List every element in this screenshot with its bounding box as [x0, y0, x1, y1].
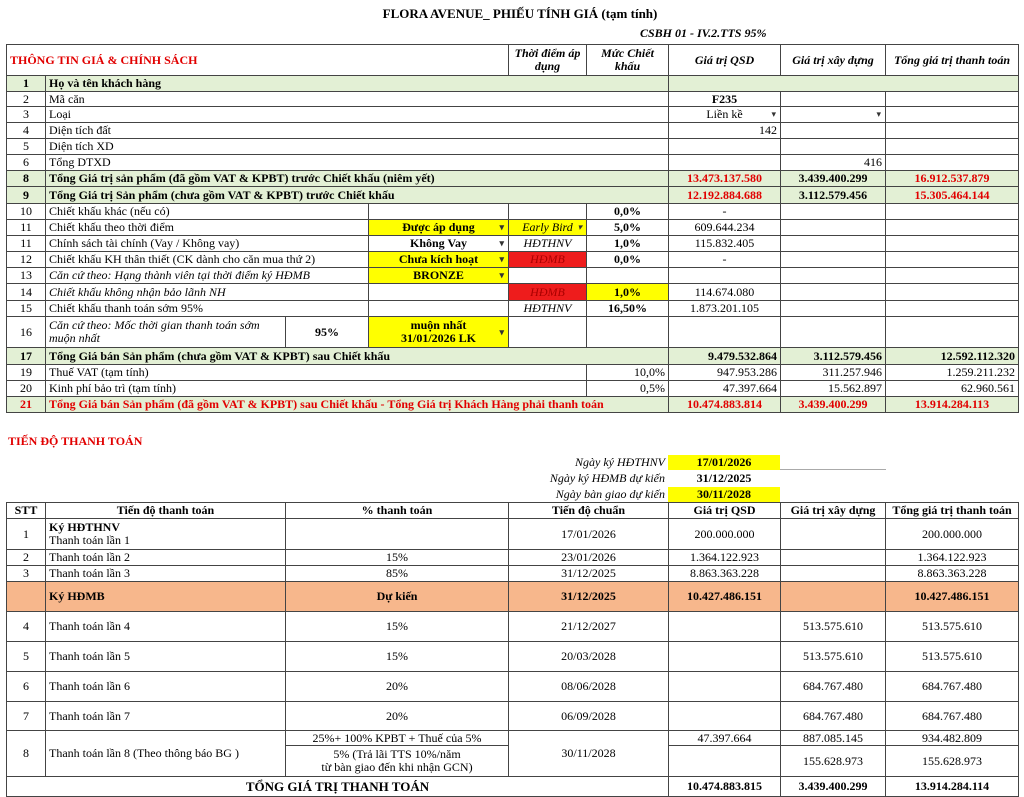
xd-cell	[781, 519, 886, 550]
pct-cell: 15%	[286, 642, 509, 672]
date-cell: 17/01/2026	[509, 519, 669, 550]
step-cell	[46, 519, 286, 550]
col-header-qsd: Giá trị QSD	[669, 44, 781, 76]
step-label: Thanh toán lần 5	[46, 642, 286, 672]
loyalty-value: Chưa kích hoạt	[398, 252, 479, 266]
xd-cell: 155.628.973	[781, 746, 886, 777]
col-header-qsd: Giá trị QSD	[669, 502, 781, 519]
qsd-cell: 8.863.363.228	[669, 566, 781, 582]
empty-cell	[587, 268, 669, 284]
xd-cell	[781, 550, 886, 566]
row-label: Tổng Giá bán Sản phẩm (chưa gồm VAT & KPBT) sau Chiết khấu	[46, 348, 669, 365]
rate-value: 5,0%	[587, 220, 669, 236]
row-no: 6	[6, 155, 46, 171]
total-value: 13.914.284.113	[886, 397, 1019, 413]
early-pay-pct: 95%	[286, 317, 369, 348]
empty-cell	[509, 204, 587, 220]
rate-value: 16,50%	[587, 301, 669, 317]
stt: 3	[6, 566, 46, 582]
empty-cell	[886, 317, 1019, 348]
qsd-value: 114.674.080	[669, 284, 781, 301]
empty-cell	[886, 123, 1019, 139]
chevron-down-icon[interactable]: ▾	[499, 238, 504, 248]
row-label: Chiết khấu KH thân thiết (CK dành cho căn mua thứ 2)	[46, 252, 369, 268]
col-header-date: Tiến độ chuẩn	[509, 502, 669, 519]
date-label: Ngày bàn giao dự kiến	[555, 487, 665, 501]
row-no: 16	[6, 317, 46, 348]
qsd-value: -	[669, 252, 781, 268]
xd-value: 3.439.400.299	[781, 171, 886, 187]
pct-cell	[286, 519, 509, 550]
row-label: Thuế VAT (tạm tính)	[46, 365, 587, 381]
row-label: Chính sách tài chính (Vay / Không vay)	[46, 236, 369, 252]
grand-total-qsd: 10.474.883.815	[669, 777, 781, 797]
xd-value: 3.112.579.456	[781, 348, 886, 365]
qsd-cell: 10.427.486.151	[669, 582, 781, 612]
qsd-cell: 47.397.664	[669, 731, 781, 746]
time-discount-value: Được áp dụng	[402, 220, 475, 234]
empty-cell	[669, 155, 781, 171]
total-cell: 1.364.122.923	[886, 550, 1019, 566]
chevron-down-icon[interactable]: ▾	[771, 109, 776, 119]
early-bird-select[interactable]	[509, 220, 587, 236]
total-cell: 684.767.480	[886, 702, 1019, 731]
row-label: Diện tích đất	[46, 123, 669, 139]
chevron-down-icon[interactable]: ▾	[499, 326, 504, 337]
total-value: 12.592.112.320	[886, 348, 1019, 365]
date-cell: 20/03/2028	[509, 642, 669, 672]
qsd-cell	[669, 612, 781, 642]
col-header-xd: Giá trị xây dựng	[781, 44, 886, 76]
step-label: Thanh toán lần 8 (Theo thông báo BG )	[46, 731, 286, 777]
empty-cell	[781, 284, 886, 301]
empty-cell	[886, 220, 1019, 236]
qsd-value: 609.644.234	[669, 220, 781, 236]
row-label: Tổng Giá trị Sản phẩm (chưa gồm VAT & KPBT) trước Chiết khấu	[46, 187, 669, 204]
empty-cell	[886, 252, 1019, 268]
pct-cell: 5% (Trả lãi TTS 10%/năm từ bàn giao đến khi nhận GCN)	[286, 746, 509, 777]
empty-cell	[587, 317, 669, 348]
page-title: FLORA AVENUE_ PHIẾU TÍNH GIÁ (tạm tính)	[382, 6, 658, 21]
row-label: Mã căn	[46, 92, 669, 107]
total-cell: 934.482.809	[886, 731, 1019, 746]
row-no: 2	[6, 92, 46, 107]
customer-name-label: Họ và tên khách hàng	[46, 76, 669, 92]
step-label: Thanh toán lần 6	[46, 672, 286, 702]
stt: 8	[6, 731, 46, 777]
pct-cell: 15%	[286, 550, 509, 566]
total-cell: 200.000.000	[886, 519, 1019, 550]
rate-value: 0,5%	[587, 381, 669, 397]
col-header-pct: % thanh toán	[286, 502, 509, 519]
qsd-cell: 1.364.122.923	[669, 550, 781, 566]
total-cell: 513.575.610	[886, 642, 1019, 672]
pct-cell: 20%	[286, 672, 509, 702]
col-header-stt: STT	[6, 502, 46, 519]
empty-cell	[781, 317, 886, 348]
deadline-select[interactable]	[369, 317, 509, 348]
row-no: 21	[6, 397, 46, 413]
date-label: Ngày ký HĐTHNV	[575, 455, 665, 469]
pct-cell: 25%+ 100% KPBT + Thuế của 5%	[286, 731, 509, 746]
empty-cell	[781, 204, 886, 220]
row-label: Tổng Giá trị sản phẩm (đã gồm VAT & KPBT) trước Chiết khấu (niêm yết)	[46, 171, 669, 187]
empty-cell	[369, 301, 509, 317]
qsd-value: 947.953.286	[669, 365, 781, 381]
row-no: 19	[6, 365, 46, 381]
empty-cell	[781, 220, 886, 236]
rate-value[interactable]: 0,0%	[587, 204, 669, 220]
total-value: 1.259.211.232	[886, 365, 1019, 381]
col-header-total: Tổng giá trị thanh toán	[886, 44, 1019, 76]
row-no: 13	[6, 268, 46, 284]
date-cell: 31/12/2025	[509, 582, 669, 612]
step-label: Thanh toán lần 4	[46, 612, 286, 642]
xd-value: 3.112.579.456	[781, 187, 886, 204]
empty-cell	[669, 139, 781, 155]
grand-total-value: 13.914.284.114	[886, 777, 1019, 797]
col-header-total: Tổng giá trị thanh toán	[886, 502, 1019, 519]
qsd-value: 9.479.532.864	[669, 348, 781, 365]
grand-total-label: TỔNG GIÁ TRỊ THANH TOÁN	[6, 777, 669, 797]
qsd-value: 115.832.405	[669, 236, 781, 252]
xd-cell	[781, 582, 886, 612]
build-type-select[interactable]	[781, 107, 886, 123]
row-no: 11	[6, 236, 46, 252]
total-cell: 10.427.486.151	[886, 582, 1019, 612]
grand-total-xd: 3.439.400.299	[781, 777, 886, 797]
col-header-step: Tiến độ thanh toán	[46, 502, 286, 519]
rate-value: 10,0%	[587, 365, 669, 381]
date-label: Ngày ký HĐMB dự kiến	[549, 471, 665, 485]
unit-type-value: Liền kề	[706, 107, 743, 121]
empty-cell	[781, 92, 886, 107]
qsd-value: -	[669, 204, 781, 220]
empty-cell	[781, 123, 886, 139]
xd-cell: 513.575.610	[781, 642, 886, 672]
xd-cell: 513.575.610	[781, 612, 886, 642]
rate-value[interactable]: 1,0%	[587, 284, 669, 301]
sale-contract-date: 31/12/2025	[696, 471, 752, 485]
total-value: 16.912.537.879	[886, 171, 1019, 187]
unit-type-select[interactable]	[669, 107, 781, 123]
empty-cell	[886, 204, 1019, 220]
step-label: Thanh toán lần 7	[46, 702, 286, 731]
step-label: Thanh toán lần 2	[46, 550, 286, 566]
row-label: Chiết khấu không nhận bảo lãnh NH	[46, 284, 369, 301]
row-label: Tổng DTXD	[46, 155, 669, 171]
row-no: 20	[6, 381, 46, 397]
empty-cell	[509, 268, 587, 284]
qsd-value: 13.473.137.580	[669, 171, 781, 187]
row-no: 9	[6, 187, 46, 204]
date-cell: 06/09/2028	[509, 702, 669, 731]
empty-cell	[886, 284, 1019, 301]
pct-cell: 20%	[286, 702, 509, 731]
date-cell: 23/01/2026	[509, 550, 669, 566]
rate-value: 1,0%	[587, 236, 669, 252]
row-no: 11	[6, 220, 46, 236]
qsd-cell: 200.000.000	[669, 519, 781, 550]
xd-cell: 887.085.145	[781, 731, 886, 746]
date-cell: 30/11/2028	[509, 731, 669, 777]
chevron-down-icon[interactable]: ▾	[499, 254, 504, 264]
loan-select[interactable]	[369, 236, 509, 252]
qsd-cell	[669, 746, 781, 777]
xd-value: 15.562.897	[781, 381, 886, 397]
total-cell: 155.628.973	[886, 746, 1019, 777]
time-value: HĐTHNV	[509, 236, 587, 252]
stt: 7	[6, 702, 46, 731]
total-cell: 8.863.363.228	[886, 566, 1019, 582]
empty-cell	[781, 236, 886, 252]
pct-cell: 85%	[286, 566, 509, 582]
empty-cell	[886, 107, 1019, 123]
chevron-down-icon[interactable]: ▾	[499, 270, 504, 280]
xd-value: 311.257.946	[781, 365, 886, 381]
row-no: 8	[6, 171, 46, 187]
empty-cell	[669, 268, 781, 284]
early-bird-value: Early Bird	[522, 220, 573, 234]
step-sub-label: Thanh toán lần 1	[49, 533, 130, 547]
row-label: Căn cứ theo: Hạng thành viên tại thời điểm ký HĐMB	[46, 268, 369, 284]
customer-name-input[interactable]	[669, 76, 1019, 92]
row-no: 10	[6, 204, 46, 220]
deadline-value: muộn nhất 31/01/2026 LK	[400, 318, 476, 345]
stt	[6, 582, 46, 612]
divider	[780, 469, 886, 470]
time-value: HĐMB	[509, 284, 587, 301]
step-label: Thanh toán lần 3	[46, 566, 286, 582]
total-cell: 513.575.610	[886, 612, 1019, 642]
pct-cell: 15%	[286, 612, 509, 642]
empty-cell	[886, 236, 1019, 252]
build-area-value: 416	[781, 155, 886, 171]
empty-cell	[781, 139, 886, 155]
stt: 5	[6, 642, 46, 672]
pct-cell: Dự kiến	[286, 582, 509, 612]
date-cell: 08/06/2028	[509, 672, 669, 702]
qsd-cell	[669, 672, 781, 702]
empty-cell	[886, 155, 1019, 171]
empty-cell	[781, 268, 886, 284]
empty-cell	[781, 301, 886, 317]
col-header-time: Thời điểm áp dụng	[509, 44, 587, 76]
stt: 4	[6, 612, 46, 642]
time-value: HĐMB	[509, 252, 587, 268]
empty-cell	[369, 204, 509, 220]
xd-cell: 684.767.480	[781, 702, 886, 731]
stt: 6	[6, 672, 46, 702]
row-no: 5	[6, 139, 46, 155]
total-value: 15.305.464.144	[886, 187, 1019, 204]
qsd-value: 1.873.201.105	[669, 301, 781, 317]
row-label: Kinh phí bảo trì (tạm tính)	[46, 381, 587, 397]
empty-cell	[369, 284, 509, 301]
member-rank-select[interactable]	[369, 268, 509, 284]
date-cell: 21/12/2027	[509, 612, 669, 642]
row-no: 3	[6, 107, 46, 123]
row-label: Chiết khấu khác (nếu có)	[46, 204, 369, 220]
xd-cell	[781, 566, 886, 582]
qsd-value: 12.192.884.688	[669, 187, 781, 204]
empty-cell	[886, 268, 1019, 284]
col-header-xd: Giá trị xây dựng	[781, 502, 886, 519]
empty-cell	[886, 301, 1019, 317]
row-no: 1	[6, 76, 46, 92]
land-area-value: 142	[669, 123, 781, 139]
time-discount-select[interactable]	[369, 220, 509, 236]
xd-value: 3.439.400.299	[781, 397, 886, 413]
row-no: 17	[6, 348, 46, 365]
col-header-rate: Mức Chiết khấu	[587, 44, 669, 76]
member-rank-value: BRONZE	[413, 268, 464, 282]
rate-value: 0,0%	[587, 252, 669, 268]
empty-cell	[509, 317, 587, 348]
qsd-cell	[669, 702, 781, 731]
total-value: 62.960.561	[886, 381, 1019, 397]
row-label: Căn cứ theo: Mốc thời gian thanh toán sớm muộn nhất	[46, 317, 286, 348]
xd-cell: 684.767.480	[781, 672, 886, 702]
section-heading-schedule: TIẾN ĐỘ THANH TOÁN	[8, 434, 143, 448]
row-no: 4	[6, 123, 46, 139]
chevron-down-icon[interactable]: ▾	[876, 109, 881, 119]
row-no: 14	[6, 284, 46, 301]
row-label: Tổng Giá bán Sản phẩm (đã gồm VAT & KPBT) sau Chiết khấu - Tổng Giá trị Khách Hàng phải thanh toán	[46, 397, 669, 413]
row-no: 15	[6, 301, 46, 317]
loyalty-select[interactable]	[369, 252, 509, 268]
section-heading-pricing: THÔNG TIN GIÁ & CHÍNH SÁCH	[6, 44, 509, 76]
row-label: Diện tích XD	[46, 139, 669, 155]
row-label: Chiết khấu thanh toán sớm 95%	[46, 301, 369, 317]
handover-date-input[interactable]: 30/11/2028	[668, 487, 780, 502]
qsd-value: 10.474.883.814	[669, 397, 781, 413]
qsd-cell	[669, 642, 781, 672]
row-label: Loại	[46, 107, 669, 123]
subtitle: CSBH 01 - IV.2.TTS 95%	[640, 26, 767, 40]
step-label: Ký HĐMB	[46, 582, 286, 612]
date-cell: 31/12/2025	[509, 566, 669, 582]
empty-cell	[886, 92, 1019, 107]
row-no: 12	[6, 252, 46, 268]
unit-code-value[interactable]: F235	[669, 92, 781, 107]
qsd-value: 47.397.664	[669, 381, 781, 397]
empty-cell	[886, 139, 1019, 155]
loan-value: Không Vay	[409, 236, 468, 250]
empty-cell	[781, 252, 886, 268]
stt: 2	[6, 550, 46, 566]
contract-date-input[interactable]: 17/01/2026	[668, 455, 780, 470]
time-value: HĐTHNV	[509, 301, 587, 317]
stt: 1	[6, 519, 46, 550]
chevron-down-icon[interactable]: ▾	[499, 222, 504, 232]
row-label: Chiết khấu theo thời điểm	[46, 220, 369, 236]
empty-cell	[669, 317, 781, 348]
total-cell: 684.767.480	[886, 672, 1019, 702]
chevron-down-icon[interactable]: ▾	[577, 222, 582, 232]
step-label: Ký HĐTHNV	[49, 520, 121, 534]
